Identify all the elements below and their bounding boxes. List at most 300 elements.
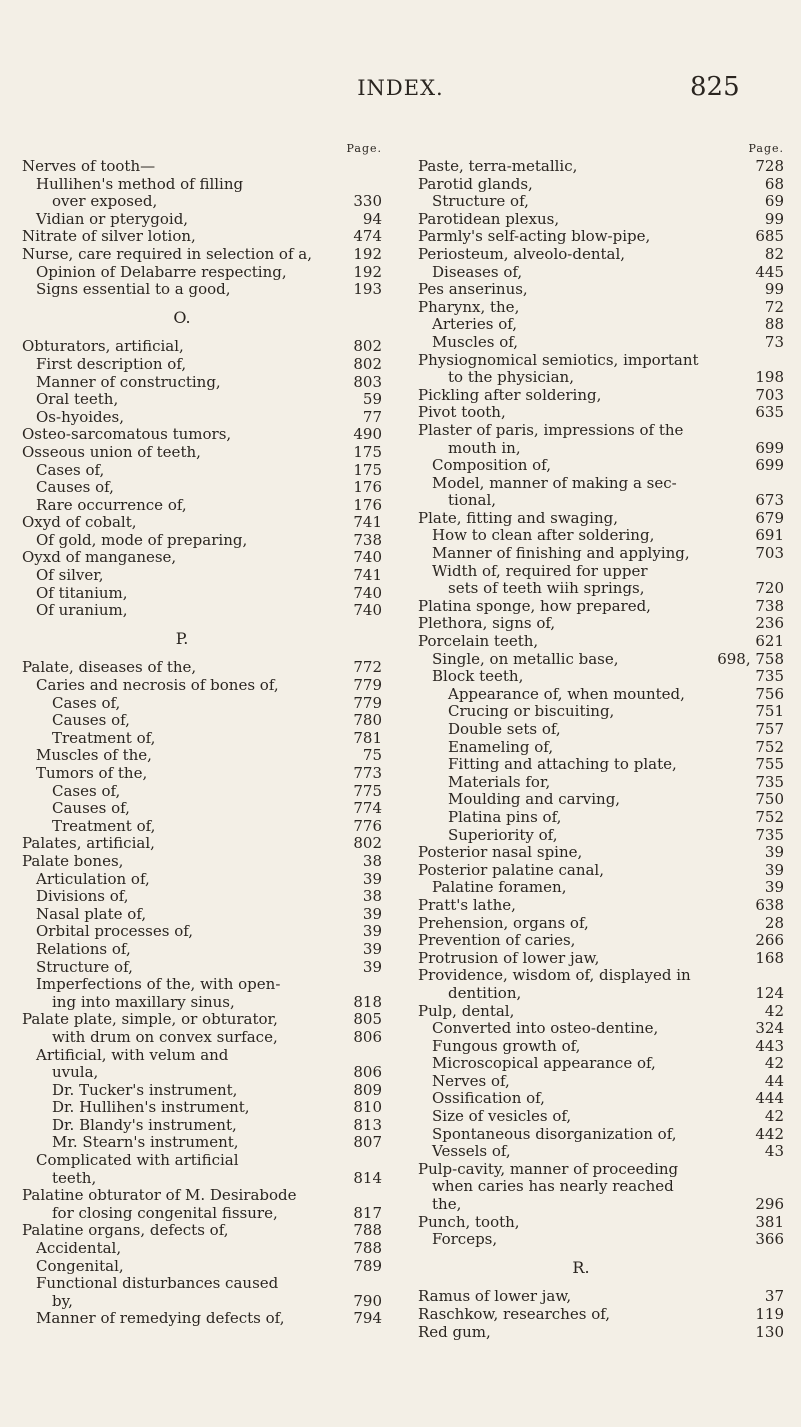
entry-text: Cases of, [36,460,105,479]
entry-page-number: 198 [755,368,784,387]
entry-page-number: 324 [755,1019,784,1038]
entry-page-number: 366 [755,1230,784,1249]
right-index-column [418,140,784,1341]
index-entry [418,1090,784,1108]
index-entry [418,281,784,299]
entry-page-number: 789 [353,1256,382,1275]
entry-page-number: 728 [755,157,784,175]
entry-text: Caries and necrosis of bones of, [36,676,279,695]
entry-page-number: 43 [764,1142,784,1161]
entry-text: Palate, diseases of the, [22,658,197,677]
entry-page-number: 738 [755,596,784,615]
entry-text: Vidian or pterygoid, [36,209,189,228]
entry-text: Signs essential to a good, [36,280,231,299]
entry-text: Posterior palatine canal, [418,860,604,879]
index-entry [418,1231,784,1249]
entry-page-number: 28 [764,913,784,932]
entry-text: Treatment of, [52,816,156,835]
right-blocks [418,158,784,1341]
entry-text: Causes of, [52,799,130,818]
index-entry [418,228,784,246]
entry-text: dentition, [448,983,522,1002]
entry-text: Hullihen's method of filling [36,174,244,193]
entry-page-number: 75 [362,746,382,765]
entry-text: Obturators, artificial, [22,337,184,356]
entry-text: Of silver, [36,566,104,585]
entry-page-number: 330 [353,192,382,211]
entry-page-number: 775 [353,781,382,800]
entry-page-number: 810 [353,1098,382,1117]
index-entry [22,374,382,392]
index-entry [22,853,382,871]
index-entry [418,545,784,563]
entry-text: Moulding and carving, [448,790,621,809]
index-entry [22,1293,382,1311]
entry-text: Treatment of, [52,728,156,747]
entry-text: Ossification of, [432,1089,545,1108]
index-entry [22,228,382,246]
index-entry [22,1082,382,1100]
entry-text: Enameling of, [448,737,554,756]
index-entry [22,1134,382,1152]
index-entry [22,765,382,783]
entry-text: Tumors of the, [36,764,148,782]
index-entry [418,1161,784,1179]
index-entry [418,299,784,317]
entry-page-number: 750 [755,790,784,809]
entry-page-number: 39 [362,869,382,888]
entry-text: Plethora, signs of, [418,614,556,633]
entry-text: Congenital, [36,1256,124,1275]
entry-text: Complicated with artificial [36,1151,239,1170]
index-entry [418,827,784,845]
entry-page-number: 39 [362,957,382,976]
entry-text: Appearance of, when mounted, [448,684,685,703]
index-entry [22,871,382,889]
index-entry [22,1029,382,1047]
index-entry [418,352,784,370]
entry-text: Nerves of tooth— [22,157,156,175]
entry-page-number: 445 [755,262,784,281]
index-entry [418,651,784,669]
index-entry [22,1011,382,1029]
index-entry [22,426,382,444]
entry-text: Microscopical appearance of, [432,1054,656,1073]
entry-text: Mr. Stearn's instrument, [52,1133,239,1152]
entry-page-number: 735 [755,772,784,791]
entry-text: Diseases of, [432,262,523,281]
index-entry [22,783,382,801]
entry-text: Causes of, [52,711,130,730]
entry-text: over exposed, [52,192,158,211]
index-entry [22,444,382,462]
entry-page-number: 236 [755,614,784,633]
entry-page-number: 802 [353,337,382,356]
entry-text: Prehension, organs of, [418,913,589,932]
entry-text: Pickling after soldering, [418,385,602,404]
entry-text: Osseous union of teeth, [22,442,201,461]
left-blocks [22,158,382,1328]
entry-page-number: 77 [362,407,382,426]
entry-text: Palatine foramen, [432,878,567,897]
index-entry [22,1275,382,1293]
entry-page-number: 809 [353,1080,382,1099]
index-entry [418,387,784,405]
index-entry [418,879,784,897]
index-entry [418,404,784,422]
entry-page-number: 814 [353,1168,382,1187]
entry-page-number: 698, 758 [717,649,784,668]
entry-text: Oyxd of manganese, [22,548,177,567]
entry-page-number: 780 [353,711,382,730]
entry-text: Pes anserinus, [418,280,528,299]
entry-text: Opinion of Delabarre respecting, [36,262,287,281]
index-entry [418,774,784,792]
entry-text: with drum on convex surface, [52,1027,278,1046]
entry-text: Imperfections of the, with open- [36,975,281,994]
index-entry [418,615,784,633]
index-entry [418,791,784,809]
page-number: 825 [690,72,740,102]
index-entry [22,976,382,994]
index-entry [418,316,784,334]
entry-page-number: 818 [353,992,382,1011]
entry-text: Parotid glands, [418,174,533,193]
index-entry [418,950,784,968]
index-entry [22,193,382,211]
index-entry [418,510,784,528]
entry-page-number: 774 [353,799,382,818]
entry-text: Porcelain teeth, [418,632,539,651]
entry-page-number: 740 [353,583,382,602]
entry-text: Converted into osteo-dentine, [432,1019,659,1038]
entry-page-number: 621 [755,632,784,651]
entry-text: How to clean after soldering, [432,526,655,545]
index-entry [22,409,382,427]
entry-page-number: 124 [755,983,784,1002]
entry-text: Palates, artificial, [22,834,155,853]
entry-page-number: 788 [353,1221,382,1240]
index-entry [418,563,784,581]
entry-page-number: 37 [764,1287,784,1306]
entry-text: Muscles of, [432,332,519,351]
entry-text: Periosteum, alveolo-dental, [418,244,626,263]
entry-text: teeth, [52,1168,97,1187]
index-entry [418,580,784,598]
index-entry [22,281,382,299]
index-entry [418,844,784,862]
index-entry [22,158,382,176]
entry-text: Manner of constructing, [36,372,221,391]
entry-text: Plate, fitting and swaging, [418,508,619,527]
entry-page-number: 755 [755,755,784,774]
entry-page-number: 813 [353,1115,382,1134]
entry-page-number: 699 [755,438,784,457]
entry-text: Cases of, [52,781,121,800]
entry-page-number: 741 [353,513,382,532]
section-letter: R. [572,1257,590,1277]
entry-page-number: 42 [764,1001,784,1020]
index-entry [22,356,382,374]
index-entry [22,391,382,409]
index-entry [418,686,784,704]
index-entry [418,440,784,458]
entry-text: Os-hyoides, [36,407,124,426]
index-entry [22,835,382,853]
entry-page-number: 443 [755,1036,784,1055]
index-entry [22,264,382,282]
entry-page-number: 751 [755,702,784,721]
entry-text: Forceps, [432,1230,498,1249]
entry-page-number: 635 [755,403,784,422]
entry-text: Model, manner of making a sec- [432,473,677,492]
entry-page-number: 175 [353,460,382,479]
entry-text: Parmly's self-acting blow-pipe, [418,227,651,246]
index-entry [22,532,382,550]
entry-page-number: 685 [755,227,784,246]
entry-text: Nurse, care required in selection of a, [22,244,312,263]
entry-text: Dr. Blandy's instrument, [52,1115,237,1134]
entry-text: when caries has nearly reached [432,1177,674,1196]
entry-text: Palatine organs, defects of, [22,1221,229,1240]
entry-text: Palatine obturator of M. Desirabode [22,1186,297,1205]
entry-text: tional, [448,491,497,510]
entry-text: Manner of finishing and applying, [432,544,690,563]
index-entry [418,862,784,880]
entry-page-number: 68 [764,174,784,193]
entry-text: Prevention of caries, [418,931,576,950]
index-entry [22,747,382,765]
entry-text: Of gold, mode of preparing, [36,530,248,549]
entry-page-number: 756 [755,684,784,703]
entry-text: Functional disturbances caused [36,1274,279,1293]
entry-page-number: 735 [755,825,784,844]
index-entry [418,457,784,475]
section-letter: P. [175,628,189,648]
entry-text: uvula, [52,1063,99,1082]
entry-text: Spontaneous disorganization of, [432,1124,677,1143]
entry-page-number: 39 [764,843,784,862]
index-entry [22,730,382,748]
entry-page-number: 673 [755,491,784,510]
entry-page-number: 738 [353,530,382,549]
entry-text: Relations of, [36,939,131,958]
entry-text: for closing congenital fissure, [52,1203,278,1222]
index-entry [22,1222,382,1240]
index-title: INDEX. [357,76,444,100]
index-entry [418,932,784,950]
entry-page-number: 776 [353,816,382,835]
index-entry [22,176,382,194]
entry-page-number: 741 [353,566,382,585]
index-entry [22,959,382,977]
index-entry [418,193,784,211]
entry-text: First description of, [36,354,187,373]
entry-page-number: 740 [353,548,382,567]
entry-page-number: 42 [764,1054,784,1073]
entry-page-number: 130 [755,1322,784,1341]
index-entry [22,1064,382,1082]
index-entry [22,567,382,585]
entry-text: mouth in, [448,438,521,457]
entry-page-number: 39 [764,860,784,879]
entry-text: Providence, wisdom of, displayed in [418,966,691,985]
entry-page-number: 39 [764,878,784,897]
index-entry [22,1117,382,1135]
index-entry [22,695,382,713]
index-entry [22,923,382,941]
entry-page-number: 44 [764,1071,784,1090]
entry-page-number: 381 [755,1212,784,1231]
index-entry [22,1152,382,1170]
entry-text: Pulp, dental, [418,1001,515,1020]
entry-text: Vessels of, [432,1142,511,1161]
entry-page-number: 73 [764,332,784,351]
entry-page-number: 192 [353,262,382,281]
entry-text: Punch, tooth, [418,1212,520,1231]
entry-text: Parotidean plexus, [418,209,560,228]
index-entry [22,1047,382,1065]
entry-page-number: 817 [353,1203,382,1222]
section-letter: O. [173,307,191,327]
index-entry [418,1143,784,1161]
entry-text: Raschkow, researches of, [418,1305,611,1323]
index-entry [418,915,784,933]
entry-text: Fungous growth of, [432,1036,581,1055]
left-index-column [22,140,382,1328]
entry-text: Pharynx, the, [418,297,520,316]
entry-text: the, [432,1195,462,1214]
index-entry [22,549,382,567]
entry-page-number: 474 [353,227,382,246]
index-entry [22,497,382,515]
entry-text: Structure of, [36,957,133,976]
entry-text: Osteo-sarcomatous tumors, [22,425,232,444]
index-entry [418,264,784,282]
entry-text: Pratt's lathe, [418,895,516,914]
entry-page-number: 806 [353,1027,382,1046]
entry-page-number: 490 [353,425,382,444]
entry-page-number: 444 [755,1089,784,1108]
entry-page-number: 773 [353,764,382,782]
index-entry [22,677,382,695]
index-entry [418,985,784,1003]
entry-text: Size of vesicles of, [432,1107,572,1126]
index-entry [418,1178,784,1196]
index-entry [22,659,382,677]
index-entry [22,1310,382,1328]
entry-text: Composition of, [432,456,551,475]
entry-page-number: 168 [755,948,784,967]
entry-text: Protrusion of lower jaw, [418,948,600,967]
entry-text: Divisions of, [36,887,129,906]
entry-page-number: 266 [755,931,784,950]
entry-text: Dr. Tucker's instrument, [52,1080,238,1099]
entry-page-number: 679 [755,508,784,527]
entry-text: by, [52,1291,73,1310]
entry-page-number: 176 [353,478,382,497]
entry-page-number: 802 [353,354,382,373]
index-entry [418,598,784,616]
page-column-label: Page. [346,142,382,155]
entry-text: Fitting and attaching to plate, [448,755,677,774]
entry-text: Arteries of, [432,315,518,334]
entry-text: Structure of, [432,192,529,211]
entry-page-number: 59 [362,390,382,409]
entry-page-number: 740 [353,601,382,620]
entry-text: Oxyd of cobalt, [22,513,137,532]
entry-text: Materials for, [448,772,551,791]
entry-text: Plaster of paris, impressions of the [418,420,684,439]
entry-text: Platina sponge, how prepared, [418,596,651,615]
entry-page-number: 99 [764,209,784,228]
index-entry [418,492,784,510]
entry-page-number: 703 [755,544,784,563]
index-entry [418,1055,784,1073]
entry-page-number: 442 [755,1124,784,1143]
entry-text: Crucing or biscuiting, [448,702,615,721]
entry-page-number: 788 [353,1239,382,1258]
entry-text: sets of teeth wiih springs, [448,579,645,598]
index-entry [22,818,382,836]
index-entry [418,633,784,651]
index-entry [418,756,784,774]
entry-text: to the physician, [448,368,574,387]
entry-page-number: 691 [755,526,784,545]
entry-page-number: 699 [755,456,784,475]
entry-page-number: 82 [764,244,784,263]
entry-text: Ramus of lower jaw, [418,1287,572,1306]
index-entry [418,1196,784,1214]
entry-page-number: 175 [353,442,382,461]
entry-text: Palate bones, [22,851,124,870]
entry-text: Pivot tooth, [418,403,506,422]
entry-text: Paste, terra-metallic, [418,157,578,175]
entry-page-number: 757 [755,720,784,738]
index-entry [22,479,382,497]
entry-text: Nerves of, [432,1071,510,1090]
entry-text: Artificial, with velum and [36,1045,229,1064]
entry-page-number: 39 [362,939,382,958]
entry-text: Nasal plate of, [36,904,147,923]
entry-text: Orbital processes of, [36,922,194,941]
index-entry [418,1038,784,1056]
entry-page-number: 790 [353,1291,382,1310]
entry-page-number: 794 [353,1309,382,1328]
index-entry [418,668,784,686]
entry-text: Palate plate, simple, or obturator, [22,1010,278,1029]
index-entry [22,462,382,480]
entry-text: Posterior nasal spine, [418,843,583,862]
entry-text: Accidental, [36,1239,122,1258]
index-entry [22,1205,382,1223]
entry-text: Double sets of, [448,720,561,738]
entry-page-number: 638 [755,895,784,914]
entry-text: Nitrate of silver lotion, [22,227,196,246]
entry-text: Physiognomical semiotics, important [418,350,699,369]
entry-page-number: 192 [353,244,382,263]
entry-page-number: 752 [755,737,784,756]
index-entry [418,1108,784,1126]
entry-page-number: 703 [755,385,784,404]
index-entry [418,527,784,545]
index-entry [418,1020,784,1038]
index-entry [418,1126,784,1144]
index-entry [418,1214,784,1232]
index-entry [22,712,382,730]
index-entry [22,338,382,356]
index-entry [418,739,784,757]
